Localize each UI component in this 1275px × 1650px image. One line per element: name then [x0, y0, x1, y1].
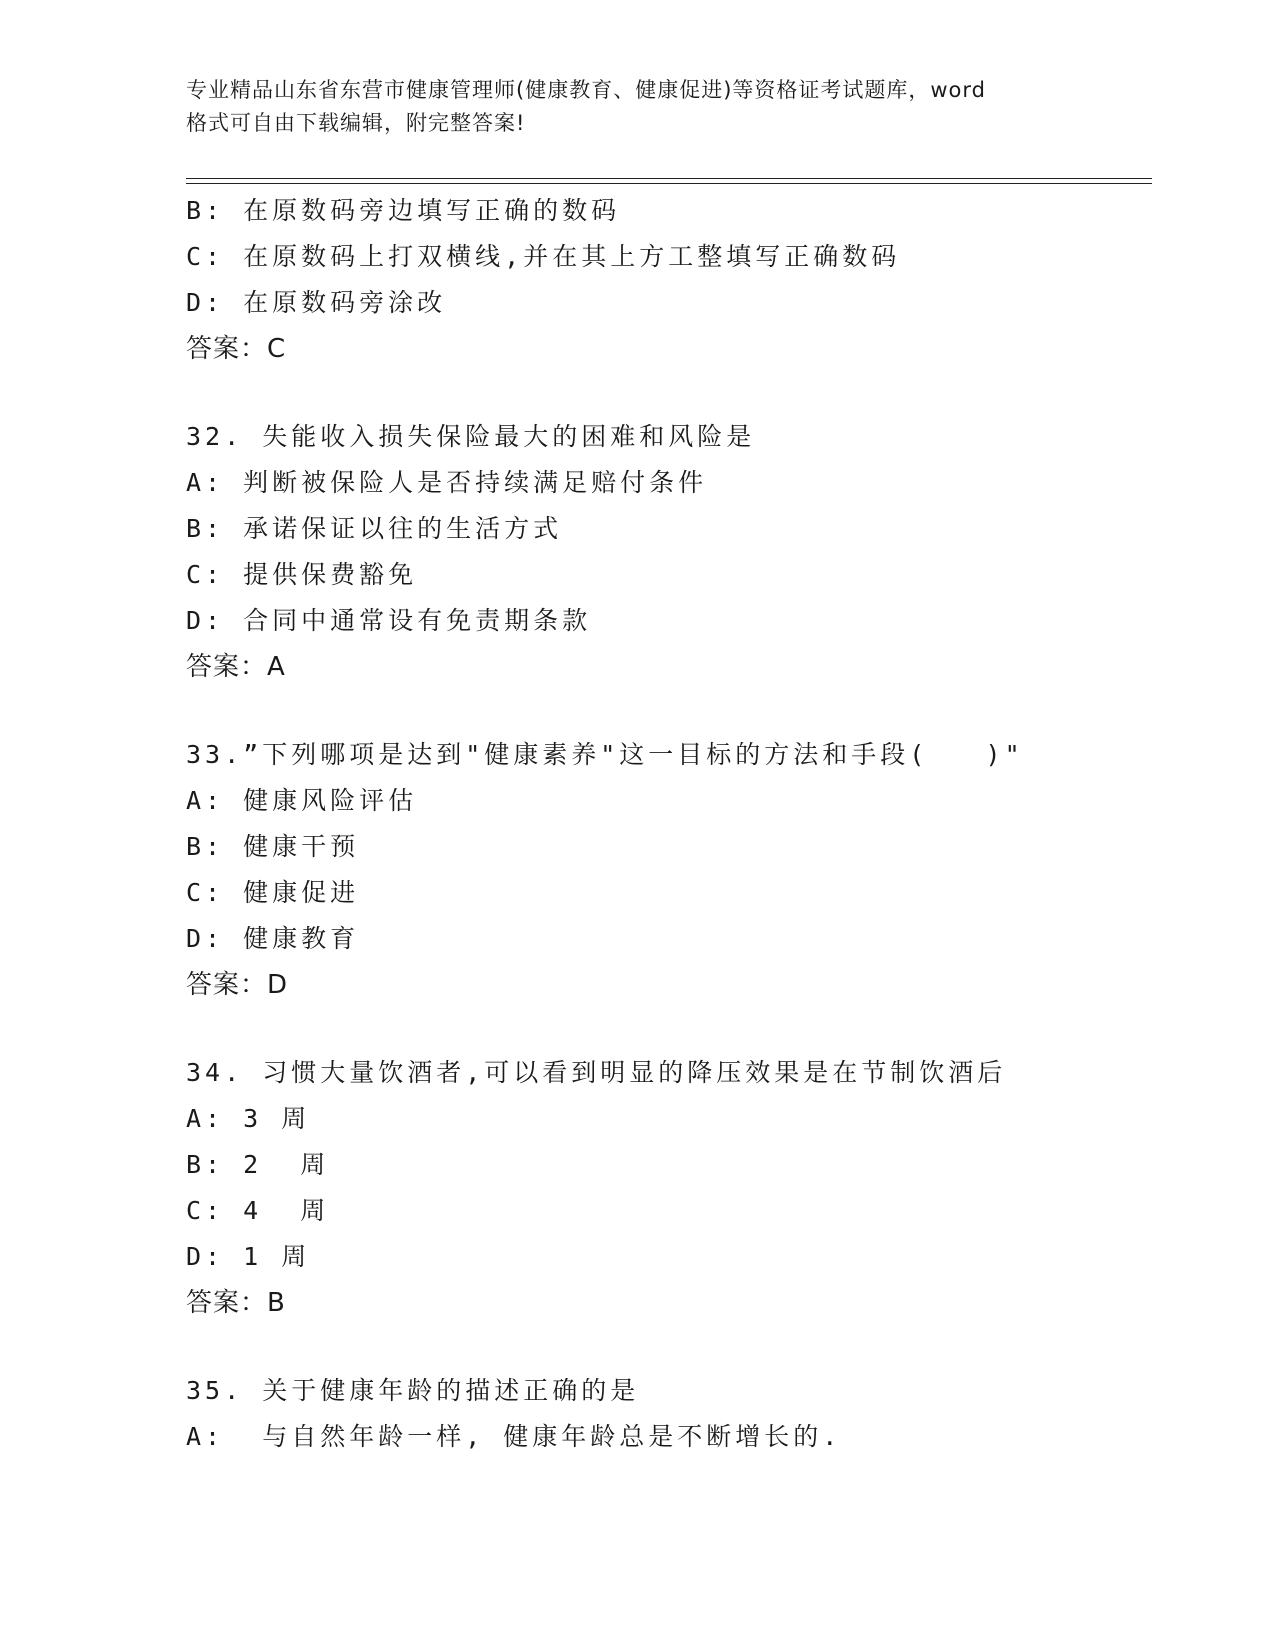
option-b: B: 健康干预: [186, 832, 360, 861]
option-c: C: 4 周: [186, 1196, 330, 1225]
header-line-1: 专业精品山东省东营市健康管理师(健康教育、健康促进)等资格证考试题库，word: [186, 78, 987, 102]
option-b: B: 2 周: [186, 1150, 330, 1179]
question-title: 33.”下列哪项是达到"健康素养"这一目标的方法和手段( )": [186, 740, 1024, 769]
question-title: 34. 习惯大量饮酒者,可以看到明显的降压效果是在节制饮酒后: [186, 1058, 1007, 1087]
answer: 答案：B: [186, 1288, 286, 1318]
option-b: B: 在原数码旁边填写正确的数码: [186, 196, 621, 225]
option-a: A: 判断被保险人是否持续满足赔付条件: [186, 468, 708, 497]
option-a: A: 健康风险评估: [186, 786, 418, 815]
option-d: D: 健康教育: [186, 924, 360, 953]
question-35: [186, 1368, 1146, 1460]
answer: 答案：C: [186, 334, 287, 364]
option-c: C: 健康促进: [186, 878, 360, 907]
option-c: C: 在原数码上打双横线,并在其上方工整填写正确数码: [186, 242, 901, 271]
question-32: [186, 414, 1146, 690]
option-b: B: 承诺保证以往的生活方式: [186, 514, 563, 543]
option-d: D: 在原数码旁涂改: [186, 288, 447, 317]
answer: 答案：D: [186, 970, 289, 1000]
header-divider-top: [186, 178, 1152, 179]
document-header: [186, 74, 1086, 140]
question-title: 35. 关于健康年龄的描述正确的是: [186, 1376, 640, 1405]
option-d: D: 1 周: [186, 1242, 311, 1271]
option-a: A: 3 周: [186, 1104, 311, 1133]
header-divider-bottom: [186, 183, 1152, 184]
option-a: A: 与自然年龄一样, 健康年龄总是不断增长的.: [186, 1422, 842, 1451]
header-line-2: 格式可自由下载编辑，附完整答案!: [186, 111, 526, 135]
question-31-continuation: [186, 188, 1146, 372]
option-d: D: 合同中通常设有免责期条款: [186, 606, 592, 635]
question-34: [186, 1050, 1146, 1326]
question-list: [186, 188, 1146, 1460]
question-33: [186, 732, 1146, 1008]
question-title: 32. 失能收入损失保险最大的困难和风险是: [186, 422, 756, 451]
option-c: C: 提供保费豁免: [186, 560, 418, 589]
answer: 答案：A: [186, 652, 286, 682]
